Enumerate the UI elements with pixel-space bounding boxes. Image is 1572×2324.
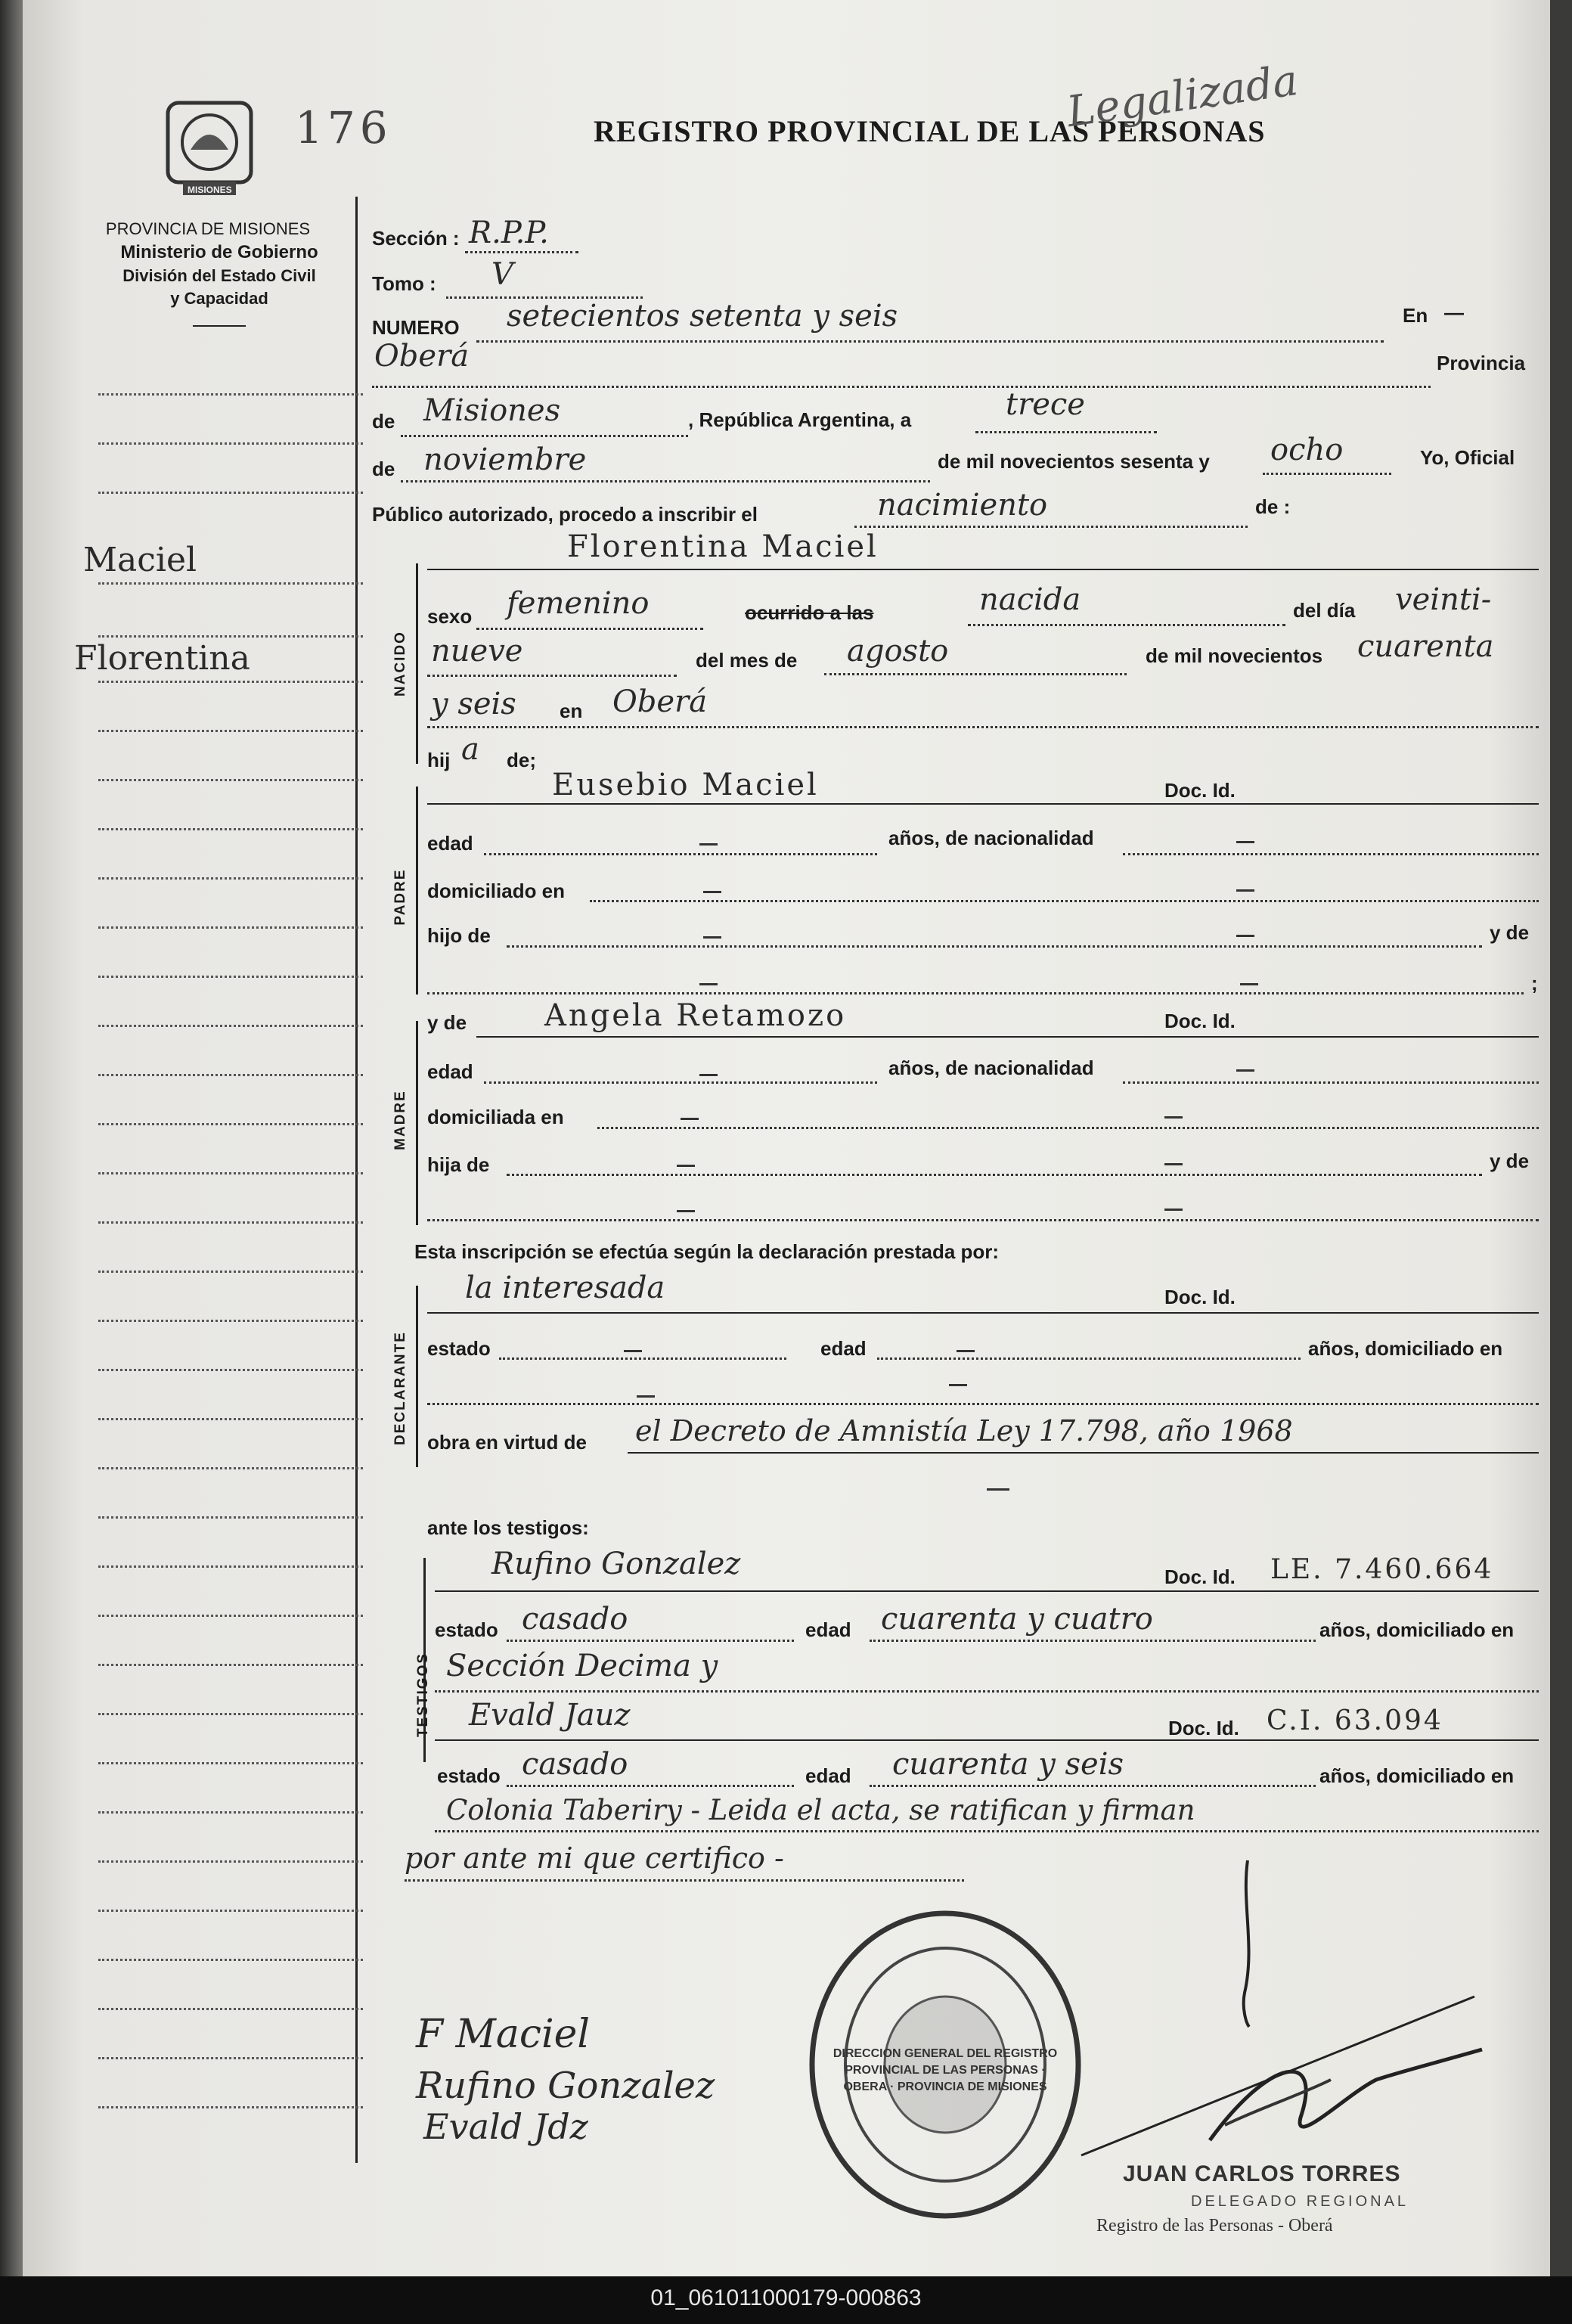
field-provincia: Misiones (423, 393, 561, 428)
label-declarante-dom: años, domiciliado en (1308, 1337, 1503, 1360)
field-dia: trece (1006, 387, 1085, 422)
field-anio-nac-2: y seis (431, 687, 516, 721)
seal-label: MISIONES (188, 185, 232, 195)
field-nombre: Florentina Maciel (567, 529, 879, 564)
field-acto: nacimiento (877, 488, 1048, 523)
field-anio-nac-1: cuarenta (1357, 629, 1494, 664)
office-line2: Ministerio de Gobierno (120, 242, 318, 262)
label-madre-doc: Doc. Id. (1164, 1010, 1236, 1032)
label-ocurrido: ocurrido a las (745, 601, 874, 624)
field-ocurrido: nacida (979, 582, 1081, 617)
legalizada-stamp: Legalizada (1063, 55, 1301, 138)
label-testigo1-doc: Doc. Id. (1164, 1565, 1236, 1588)
label-testigo1-estado: estado (435, 1618, 498, 1641)
field-numero: setecientos setenta y seis (507, 299, 898, 334)
official-role: DELEGADO REGIONAL (1191, 2193, 1409, 2210)
label-yo-oficial: Yo, Oficial (1420, 446, 1515, 469)
label-de-colon: de : (1255, 495, 1291, 518)
label-declarante-edad: edad (820, 1337, 867, 1360)
field-dia-nac-1: veinti- (1395, 582, 1492, 617)
side-label-nacido: NACIDO (392, 631, 408, 697)
label-de-1: de (372, 410, 395, 433)
office-line3: División del Estado Civil (122, 266, 316, 285)
label-de-mil: de mil novecientos sesenta y (938, 450, 1210, 473)
label-en: En (1403, 304, 1428, 327)
field-en: — (1444, 301, 1464, 324)
margin-given-name: Florentina (74, 639, 250, 678)
field-testigo1-dom: Sección Decima y (446, 1649, 718, 1683)
official-office: Registro de las Personas - Oberá (1096, 2216, 1333, 2236)
image-filename: 01_061011000179-000863 (650, 2285, 922, 2310)
label-de-2: de (372, 458, 395, 480)
field-tomo: V (491, 257, 513, 292)
field-mes: noviembre (423, 442, 587, 477)
field-seccion: R.P.P. (469, 216, 549, 250)
label-testigo2-doc: Doc. Id. (1168, 1717, 1239, 1739)
label-testigo1-dom: años, domiciliado en (1319, 1618, 1515, 1641)
label-testigo2-edad: edad (805, 1764, 851, 1787)
margin-surname: Maciel (83, 541, 197, 579)
label-padre-hijo: hijo de (427, 924, 491, 947)
label-madre-hija: hija de (427, 1153, 490, 1176)
official-name: JUAN CARLOS TORRES (1123, 2161, 1401, 2186)
label-obra: obra en virtud de (427, 1431, 587, 1454)
side-label-declarante: DECLARANTE (392, 1331, 408, 1445)
field-dia-nac-2: nueve (431, 634, 523, 669)
label-padre-edad: edad (427, 832, 473, 855)
label-padre-doc: Doc. Id. (1164, 779, 1236, 802)
document-page (23, 0, 1550, 2276)
label-testigo2-estado: estado (437, 1764, 501, 1787)
field-testigo2-edad: cuarenta y seis (892, 1747, 1124, 1782)
label-hij: hij (427, 749, 451, 771)
label-de-semicolon: de; (507, 749, 536, 771)
document-title: REGISTRO PROVINCIAL DE LAS PERSONAS (594, 114, 1266, 148)
side-label-madre: MADRE (392, 1090, 408, 1150)
label-provincia: Provincia (1437, 352, 1526, 374)
label-madre-y-de-2: y de (1490, 1150, 1530, 1172)
label-de-mil-nov: de mil novecientos (1146, 644, 1323, 667)
field-testigo1-estado: casado (522, 1602, 628, 1637)
field-testigo2-estado: casado (522, 1747, 628, 1782)
label-declarante-doc: Doc. Id. (1164, 1286, 1236, 1308)
field-madre: Angela Retamozo (544, 998, 847, 1033)
label-esta-inscripcion: Esta inscripción se efectúa según la declaración prestada por: (414, 1240, 1000, 1263)
field-testigo2-doc: C.I. 63.094 (1267, 1705, 1443, 1736)
side-label-padre: PADRE (392, 868, 408, 926)
label-madre-y-de: y de (427, 1011, 467, 1034)
label-padre-dom: domiciliado en (427, 880, 566, 902)
label-republica: , República Argentina, a (688, 408, 912, 431)
field-testigo2: Evald Jauz (469, 1698, 631, 1733)
field-testigo2-dom: Colonia Taberiry - Leida el acta, se ratifican y firman (446, 1794, 1195, 1826)
label-seccion: Sección : (372, 227, 460, 250)
label-ante: ante los testigos: (427, 1516, 589, 1539)
label-madre-nac: años, de nacionalidad (888, 1057, 1094, 1079)
label-sexo: sexo (427, 605, 473, 628)
signature-1: F Maciel (416, 2012, 591, 2057)
label-del-dia: del día (1293, 599, 1356, 622)
label-del-mes: del mes de (696, 649, 798, 672)
office-line4: y Capacidad (170, 289, 268, 308)
field-cierre: por ante mi que certifico - (405, 1842, 784, 1875)
label-en-place: en (560, 700, 583, 722)
side-label-testigos: TESTIGOS (415, 1652, 431, 1738)
label-padre-y-de: y de (1490, 921, 1530, 944)
field-padre: Eusebio Maciel (552, 768, 819, 802)
label-tomo: Tomo : (372, 272, 436, 295)
signature-3: Evald Jdz (423, 2106, 588, 2147)
label-testigo2-dom: años, domiciliado en (1319, 1764, 1515, 1787)
field-lugar: Oberá (374, 339, 470, 374)
field-testigo1-doc: LE. 7.460.664 (1270, 1554, 1494, 1585)
field-testigo1: Rufino Gonzalez (491, 1547, 741, 1581)
field-declarante: la interesada (465, 1271, 665, 1305)
label-numero: NUMERO (372, 316, 460, 339)
label-publico: Público autorizado, procedo a inscribir el (372, 503, 758, 526)
label-padre-nac: años, de nacionalidad (888, 827, 1094, 849)
field-sexo: femenino (507, 586, 650, 621)
round-seal-text: DIRECCION GENERAL DEL REGISTRO PROVINCIAL DE LAS PERSONAS · OBERA · PROVINCIA DE MISIONES (833, 2047, 1058, 2093)
field-testigo1-edad: cuarenta y cuatro (881, 1602, 1153, 1637)
office-line1: PROVINCIA DE MISIONES (105, 219, 311, 238)
signature-2: Rufino Gonzalez (416, 2065, 715, 2107)
field-hij-suffix: a (461, 732, 479, 767)
label-declarante-estado: estado (427, 1337, 491, 1360)
label-testigo1-edad: edad (805, 1618, 851, 1641)
document-number: 176 (295, 102, 392, 154)
label-madre-dom: domiciliada en (427, 1106, 564, 1128)
official-signature (1074, 1966, 1497, 2163)
label-madre-edad: edad (427, 1060, 473, 1083)
field-anio: ocho (1270, 433, 1344, 467)
label-semicolon: ; (1531, 972, 1538, 994)
field-lugar-nac: Oberá (612, 684, 708, 719)
field-mes-nac: agosto (847, 634, 949, 669)
field-obra: el Decreto de Amnistía Ley 17.798, año 1968 (635, 1414, 1293, 1447)
official-round-seal (802, 1906, 1089, 2223)
